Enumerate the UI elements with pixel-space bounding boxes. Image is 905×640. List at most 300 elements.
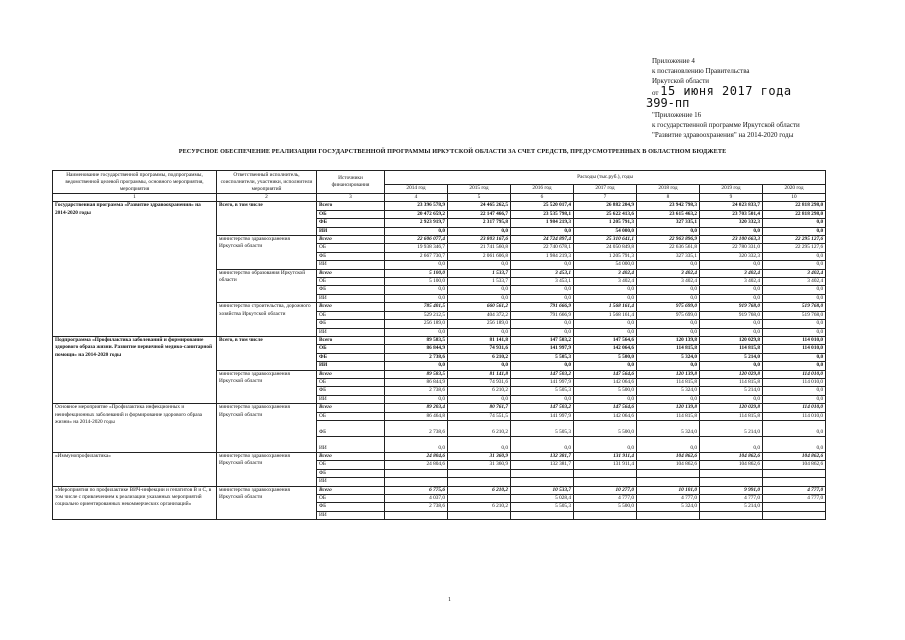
appendix-line: к постановлению Правительства xyxy=(652,67,750,75)
amount-cell: 4 037,0 xyxy=(385,495,448,503)
amount-cell: 256 189,0 xyxy=(385,320,448,328)
amount-cell: 147 503,2 xyxy=(511,404,574,412)
amount-cell: 141 997,9 xyxy=(511,345,574,353)
appendix-number xyxy=(646,96,800,110)
table-body xyxy=(53,202,826,520)
amount-cell: 74 931,6 xyxy=(448,345,511,353)
amount-cell: 24 804,6 xyxy=(385,461,448,469)
amount-cell: 660 561,2 xyxy=(448,303,511,311)
executor: министерство здравоохранения Иркутской области xyxy=(217,236,317,270)
funding-source: ИИ xyxy=(317,294,385,302)
amount-cell: 0,0 xyxy=(448,362,511,370)
amount-cell: 0,0 xyxy=(637,320,700,328)
amount-cell: 0,0 xyxy=(763,395,826,403)
amount-cell: 1 984 219,3 xyxy=(511,219,574,227)
amount-cell: 89 583,5 xyxy=(385,370,448,378)
amount-cell: 22 636 561,8 xyxy=(637,244,700,252)
amount-cell: 5 100,0 xyxy=(385,269,448,277)
amount-cell: 975 699,0 xyxy=(637,311,700,319)
amount-cell: 0,0 xyxy=(511,395,574,403)
header-name: Наименование государственной программы, подпрограммы, ведомственной целевой программы, основного мероприятия, мероприятия xyxy=(53,171,217,194)
amount-cell: 5 324,0 xyxy=(637,387,700,395)
amount-cell: 142 064,6 xyxy=(574,345,637,353)
amount-cell: 80 761,7 xyxy=(448,404,511,412)
amount-cell: 24 724 897,4 xyxy=(511,236,574,244)
amount-cell: 2 061 606,8 xyxy=(448,252,511,260)
amount-cell: 114 010,0 xyxy=(763,378,826,386)
amount-cell: 0,0 xyxy=(763,320,826,328)
header-expenses: Расходы (тыс.руб.), годы xyxy=(385,171,826,185)
amount-cell: 0,0 xyxy=(448,436,511,452)
amount-cell: 5 505,3 xyxy=(511,420,574,436)
amount-cell: 5 324,0 xyxy=(637,353,700,361)
funding-source: ОБ xyxy=(317,210,385,218)
amount-cell: 114 010,0 xyxy=(763,412,826,420)
amount-cell: 104 862,6 xyxy=(700,452,763,460)
appendix-line: к государственной программе Иркутской области xyxy=(652,121,800,129)
executor: Всего, в том числе xyxy=(217,202,317,236)
table-row xyxy=(53,336,826,344)
amount-cell: 1 568 161,4 xyxy=(574,303,637,311)
amount-cell: 74 551,5 xyxy=(448,412,511,420)
table-row xyxy=(53,486,826,494)
amount-cell: 6 210,2 xyxy=(448,486,511,494)
amount-cell: 114 010,0 xyxy=(763,404,826,412)
funding-source: ОБ xyxy=(317,495,385,503)
amount-cell: 791 666,9 xyxy=(511,311,574,319)
executor: министерство строительства, дорожного хозяйства Иркутской области xyxy=(217,303,317,337)
funding-source: ИИ xyxy=(317,227,385,235)
amount-cell: 120 029,8 xyxy=(700,370,763,378)
amount-cell: 791 666,9 xyxy=(511,303,574,311)
funding-source: Всего xyxy=(317,452,385,460)
amount-cell: 3 402,4 xyxy=(763,278,826,286)
amount-cell: 0,0 xyxy=(700,286,763,294)
header-year: 2017 год xyxy=(574,184,637,193)
amount-cell: 120 139,8 xyxy=(637,404,700,412)
amount-cell: 147 564,6 xyxy=(574,404,637,412)
amount-cell: 120 029,8 xyxy=(700,404,763,412)
amount-cell: 4 777,0 xyxy=(763,495,826,503)
amount-cell: 0,0 xyxy=(763,387,826,395)
amount-cell: 89 203,4 xyxy=(385,404,448,412)
amount-cell: 20 472 659,2 xyxy=(385,210,448,218)
executor: Всего, в том числе xyxy=(217,336,317,370)
amount-cell: 141 997,9 xyxy=(511,412,574,420)
funding-source: ИИ xyxy=(317,478,385,486)
amount-cell: 0,0 xyxy=(763,286,826,294)
column-index: 5 xyxy=(448,194,511,202)
amount-cell: 0,0 xyxy=(700,436,763,452)
program-name: «Иммунопрофилактика» xyxy=(53,452,217,486)
amount-cell: 114 010,0 xyxy=(763,370,826,378)
amount-cell: 3 402,4 xyxy=(700,269,763,277)
appendix-line: Иркутской области xyxy=(652,77,710,85)
amount-cell: 0,0 xyxy=(574,286,637,294)
amount-cell xyxy=(511,478,574,486)
amount-cell xyxy=(511,469,574,477)
amount-cell: 5 214,0 xyxy=(700,353,763,361)
amount-cell: 0,0 xyxy=(637,294,700,302)
amount-cell: 0,0 xyxy=(385,436,448,452)
amount-cell: 74 931,6 xyxy=(448,378,511,386)
amount-cell: 142 064,6 xyxy=(574,412,637,420)
amount-cell xyxy=(700,478,763,486)
amount-cell: 22 740 678,1 xyxy=(511,244,574,252)
amount-cell xyxy=(385,469,448,477)
amount-cell: 6 210,2 xyxy=(448,420,511,436)
amount-cell: 5 500,0 xyxy=(574,353,637,361)
column-index: 2 xyxy=(217,194,317,202)
amount-cell: 0,0 xyxy=(574,328,637,336)
amount-cell: 2 667 730,7 xyxy=(385,252,448,260)
amount-cell: 2 738,6 xyxy=(385,503,448,511)
funding-source: ФБ xyxy=(317,353,385,361)
table-row xyxy=(53,202,826,210)
amount-cell: 0,0 xyxy=(763,420,826,436)
funding-source: ОБ xyxy=(317,345,385,353)
amount-cell xyxy=(448,511,511,519)
amount-cell: 22 295 127,6 xyxy=(763,236,826,244)
amount-cell: 132 381,7 xyxy=(511,461,574,469)
program-name: Государственная программа «Развитие здравоохранения» на 2014-2020 годы xyxy=(53,202,217,337)
amount-cell: 24 804,6 xyxy=(385,452,448,460)
amount-cell: 22 818 298,0 xyxy=(763,210,826,218)
amount-cell: 22 963 896,9 xyxy=(637,236,700,244)
funding-source: Всего xyxy=(317,202,385,210)
funding-source: ОБ xyxy=(317,311,385,319)
funding-source: Всего xyxy=(317,404,385,412)
amount-cell xyxy=(763,511,826,519)
funding-source: ИИ xyxy=(317,261,385,269)
amount-cell: 0,0 xyxy=(448,395,511,403)
amount-cell: 5 324,0 xyxy=(637,503,700,511)
amount-cell: 0,0 xyxy=(763,294,826,302)
amount-cell: 6 210,2 xyxy=(448,353,511,361)
amount-cell: 0,0 xyxy=(385,227,448,235)
amount-cell: 0,0 xyxy=(700,328,763,336)
amount-cell: 0,0 xyxy=(574,362,637,370)
amount-cell: 0,0 xyxy=(700,227,763,235)
amount-cell: 0,0 xyxy=(511,328,574,336)
amount-cell: 3 402,4 xyxy=(574,278,637,286)
program-name: «Мероприятия по профилактике ВИЧ-инфекции и гепатитов В и С, в том числе с привлечением к реализации указанных мероприятий социально ориентированных некоммерческих организаций» xyxy=(53,486,217,520)
amount-cell xyxy=(574,478,637,486)
column-index: 4 xyxy=(385,194,448,202)
amount-cell: 0,0 xyxy=(511,227,574,235)
amount-cell: 0,0 xyxy=(511,286,574,294)
header-year: 2019 год xyxy=(700,184,763,193)
funding-source: ФБ xyxy=(317,286,385,294)
amount-cell: 25 520 017,4 xyxy=(511,202,574,210)
amount-cell: 0,0 xyxy=(574,395,637,403)
amount-cell: 21 741 560,8 xyxy=(448,244,511,252)
amount-cell: 120 139,8 xyxy=(637,336,700,344)
amount-cell: 114 010,0 xyxy=(763,345,826,353)
appendix-line: "Приложение 16 xyxy=(652,111,702,119)
amount-cell: 529 212,5 xyxy=(385,311,448,319)
amount-cell: 3 402,4 xyxy=(700,278,763,286)
appendix-line: Приложение 4 xyxy=(652,57,695,65)
amount-cell: 86 464,8 xyxy=(385,412,448,420)
amount-cell: 0,0 xyxy=(700,261,763,269)
amount-cell: 4 777,0 xyxy=(700,495,763,503)
amount-cell: 1 984 219,3 xyxy=(511,252,574,260)
amount-cell: 0,0 xyxy=(763,328,826,336)
amount-cell: 147 564,6 xyxy=(574,336,637,344)
amount-cell: 104 862,6 xyxy=(763,461,826,469)
amount-cell: 6 775,6 xyxy=(385,486,448,494)
amount-cell: 0,0 xyxy=(574,436,637,452)
amount-cell: 1 205 791,3 xyxy=(574,219,637,227)
amount-cell: 5 100,0 xyxy=(385,278,448,286)
amount-cell: 0,0 xyxy=(574,320,637,328)
funding-source: ФБ xyxy=(317,252,385,260)
executor: министерство образования Иркутской области xyxy=(217,269,317,303)
amount-cell: 0,0 xyxy=(637,436,700,452)
amount-cell: 120 139,8 xyxy=(637,370,700,378)
funding-source: ФБ xyxy=(317,219,385,227)
funding-source: ОБ xyxy=(317,244,385,252)
header-year: 2016 год xyxy=(511,184,574,193)
amount-cell: 0,0 xyxy=(763,362,826,370)
amount-cell: 147 503,2 xyxy=(511,370,574,378)
amount-cell: 4 777,0 xyxy=(574,495,637,503)
amount-cell: 2 317 795,8 xyxy=(448,219,511,227)
amount-cell: 10 277,0 xyxy=(574,486,637,494)
amount-cell: 6 210,2 xyxy=(448,503,511,511)
amount-cell: 0,0 xyxy=(385,362,448,370)
amount-cell xyxy=(511,511,574,519)
amount-cell: 785 401,5 xyxy=(385,303,448,311)
amount-cell: 4 777,0 xyxy=(763,486,826,494)
amount-cell: 114 815,8 xyxy=(637,345,700,353)
amount-cell: 1 533,7 xyxy=(448,278,511,286)
amount-cell: 120 029,8 xyxy=(700,336,763,344)
amount-cell: 0,0 xyxy=(763,353,826,361)
amount-cell: 3 402,4 xyxy=(574,269,637,277)
handwritten-date: 15 июня 2017 года xyxy=(660,84,792,98)
amount-cell: 0,0 xyxy=(448,261,511,269)
column-index: 3 xyxy=(317,194,385,202)
column-index: 10 xyxy=(763,194,826,202)
amount-cell: 81 141,8 xyxy=(448,336,511,344)
amount-cell: 0,0 xyxy=(763,227,826,235)
amount-cell: 114 815,8 xyxy=(637,412,700,420)
amount-cell: 0,0 xyxy=(700,320,763,328)
amount-cell: 0,0 xyxy=(385,395,448,403)
amount-cell: 114 815,8 xyxy=(700,345,763,353)
amount-cell: 86 844,9 xyxy=(385,345,448,353)
amount-cell xyxy=(700,469,763,477)
header-year: 2020 год xyxy=(763,184,826,193)
amount-cell: 1 533,7 xyxy=(448,269,511,277)
funding-source: Всего xyxy=(317,336,385,344)
amount-cell: 22 606 077,4 xyxy=(385,236,448,244)
funding-source: Всего xyxy=(317,370,385,378)
amount-cell: 0,0 xyxy=(637,227,700,235)
amount-cell: 22 780 331,0 xyxy=(700,244,763,252)
amount-cell: 5 214,0 xyxy=(700,420,763,436)
amount-cell xyxy=(637,478,700,486)
amount-cell: 0,0 xyxy=(637,362,700,370)
amount-cell xyxy=(574,511,637,519)
amount-cell: 327 335,1 xyxy=(637,252,700,260)
funding-source: ИИ xyxy=(317,395,385,403)
amount-cell: 0,0 xyxy=(763,261,826,269)
amount-cell: 0,0 xyxy=(385,261,448,269)
amount-cell: 132 381,7 xyxy=(511,452,574,460)
amount-cell xyxy=(385,478,448,486)
amount-cell: 0,0 xyxy=(385,286,448,294)
amount-cell: 6 210,2 xyxy=(448,387,511,395)
amount-cell: 0,0 xyxy=(511,320,574,328)
funding-source: Всего xyxy=(317,269,385,277)
amount-cell: 3 402,4 xyxy=(637,278,700,286)
amount-cell: 320 332,3 xyxy=(700,252,763,260)
amount-cell: 0,0 xyxy=(637,328,700,336)
amount-cell: 5 505,3 xyxy=(511,353,574,361)
amount-cell: 0,0 xyxy=(448,286,511,294)
amount-cell: 147 564,6 xyxy=(574,370,637,378)
column-index: 1 xyxy=(53,194,217,202)
amount-cell: 54 000,0 xyxy=(574,227,637,235)
executor: министерство здравоохранения Иркутской области xyxy=(217,404,317,453)
amount-cell: 1 568 161,4 xyxy=(574,311,637,319)
amount-cell: 5 500,0 xyxy=(574,503,637,511)
amount-cell: 2 738,6 xyxy=(385,420,448,436)
amount-cell xyxy=(763,469,826,477)
amount-cell: 81 141,8 xyxy=(448,370,511,378)
column-index: 8 xyxy=(637,194,700,202)
amount-cell: 0,0 xyxy=(511,362,574,370)
funding-source: ОБ xyxy=(317,278,385,286)
amount-cell: 104 862,6 xyxy=(763,452,826,460)
amount-cell: 0,0 xyxy=(448,328,511,336)
amount-cell: 31 360,9 xyxy=(448,452,511,460)
amount-cell: 23 100 663,3 xyxy=(700,236,763,244)
appendix-line: "Развитие здравоохранения" на 2014-2020 годы xyxy=(652,131,794,139)
amount-cell: 114 815,8 xyxy=(700,412,763,420)
amount-cell: 327 335,1 xyxy=(637,219,700,227)
amount-cell: 114 815,8 xyxy=(700,378,763,386)
amount-cell: 519 768,0 xyxy=(763,311,826,319)
amount-cell: 25 310 641,1 xyxy=(574,236,637,244)
amount-cell: 404 372,2 xyxy=(448,311,511,319)
executor: министерство здравоохранения Иркутской области xyxy=(217,452,317,486)
amount-cell: 3 453,1 xyxy=(511,278,574,286)
table-row xyxy=(53,452,826,460)
amount-cell xyxy=(448,495,511,503)
amount-cell: 26 882 204,9 xyxy=(574,202,637,210)
amount-cell: 3 402,4 xyxy=(763,269,826,277)
amount-cell: 142 064,6 xyxy=(574,378,637,386)
amount-cell: 5 214,0 xyxy=(700,387,763,395)
amount-cell: 23 396 578,9 xyxy=(385,202,448,210)
amount-cell: 2 738,6 xyxy=(385,353,448,361)
executor: министерство здравоохранения Иркутской области xyxy=(217,486,317,520)
amount-cell: 2 923 919,7 xyxy=(385,219,448,227)
amount-cell xyxy=(637,469,700,477)
amount-cell: 0,0 xyxy=(763,436,826,452)
amount-cell: 22 295 127,6 xyxy=(763,244,826,252)
amount-cell: 0,0 xyxy=(700,294,763,302)
amount-cell: 5 028,4 xyxy=(511,495,574,503)
program-name: Основное мероприятие «Профилактика инфекционных и неинфекционных заболеваний и формирование здорового образа жизни» на 2014-2020 годы xyxy=(53,404,217,453)
amount-cell: 4 777,0 xyxy=(637,495,700,503)
amount-cell: 0,0 xyxy=(448,227,511,235)
amount-cell: 104 862,6 xyxy=(637,452,700,460)
amount-cell: 0,0 xyxy=(448,294,511,302)
amount-cell: 519 768,0 xyxy=(763,303,826,311)
funding-source: ОБ xyxy=(317,378,385,386)
amount-cell xyxy=(574,469,637,477)
amount-cell: 23 803 167,6 xyxy=(448,236,511,244)
handwritten-number: 399-пп xyxy=(646,96,690,110)
amount-cell: 975 699,0 xyxy=(637,303,700,311)
amount-cell: 25 622 413,6 xyxy=(574,210,637,218)
funding-source: ОБ xyxy=(317,412,385,420)
amount-cell: 23 615 463,2 xyxy=(637,210,700,218)
funding-source: ФБ xyxy=(317,469,385,477)
amount-cell: 23 703 501,4 xyxy=(700,210,763,218)
funding-source: Всего xyxy=(317,486,385,494)
amount-cell xyxy=(385,511,448,519)
amount-cell: 9 991,0 xyxy=(700,486,763,494)
table-row xyxy=(53,404,826,412)
funding-source: ИИ xyxy=(317,511,385,519)
amount-cell: 147 503,2 xyxy=(511,336,574,344)
amount-cell: 0,0 xyxy=(511,294,574,302)
amount-cell: 3 453,1 xyxy=(511,269,574,277)
header-row xyxy=(53,171,826,185)
amount-cell xyxy=(637,511,700,519)
amount-cell: 22 147 466,7 xyxy=(448,210,511,218)
appendix-header xyxy=(646,56,800,140)
amount-cell: 5 324,0 xyxy=(637,420,700,436)
funding-source: ОБ xyxy=(317,461,385,469)
amount-cell: 5 214,0 xyxy=(700,503,763,511)
amount-cell: 22 818 298,0 xyxy=(763,202,826,210)
amount-cell: 0,0 xyxy=(637,395,700,403)
amount-cell: 320 332,3 xyxy=(700,219,763,227)
amount-cell: 104 862,6 xyxy=(637,461,700,469)
header-source: Источники финансирования xyxy=(317,171,385,194)
amount-cell: 5 500,0 xyxy=(574,387,637,395)
amount-cell: 10 533,7 xyxy=(511,486,574,494)
funding-source: ФБ xyxy=(317,503,385,511)
header-year: 2018 год xyxy=(637,184,700,193)
funding-source: Всего xyxy=(317,303,385,311)
amount-cell: 114 010,0 xyxy=(763,336,826,344)
amount-cell: 0,0 xyxy=(763,252,826,260)
amount-cell xyxy=(448,469,511,477)
amount-cell: 0,0 xyxy=(637,261,700,269)
program-name: Подпрограмма «Профилактика заболеваний и формирование здорового образа жизни. Развитие первичной медико-санитарной помощи» на 2014-2020 годы xyxy=(53,336,217,403)
amount-cell: 256 189,0 xyxy=(448,320,511,328)
amount-cell: 86 844,9 xyxy=(385,378,448,386)
amount-cell: 0,0 xyxy=(574,294,637,302)
amount-cell: 919 768,0 xyxy=(700,303,763,311)
amount-cell: 23 942 798,3 xyxy=(637,202,700,210)
header-executor: Ответственный исполнитель, соисполнители, участники, исполнители мероприятий xyxy=(217,171,317,194)
amount-cell: 5 500,0 xyxy=(574,420,637,436)
amount-cell: 54 000,0 xyxy=(574,261,637,269)
amount-cell: 23 535 798,1 xyxy=(511,210,574,218)
amount-cell xyxy=(448,478,511,486)
amount-cell: 5 505,3 xyxy=(511,503,574,511)
amount-cell: 104 862,6 xyxy=(700,461,763,469)
